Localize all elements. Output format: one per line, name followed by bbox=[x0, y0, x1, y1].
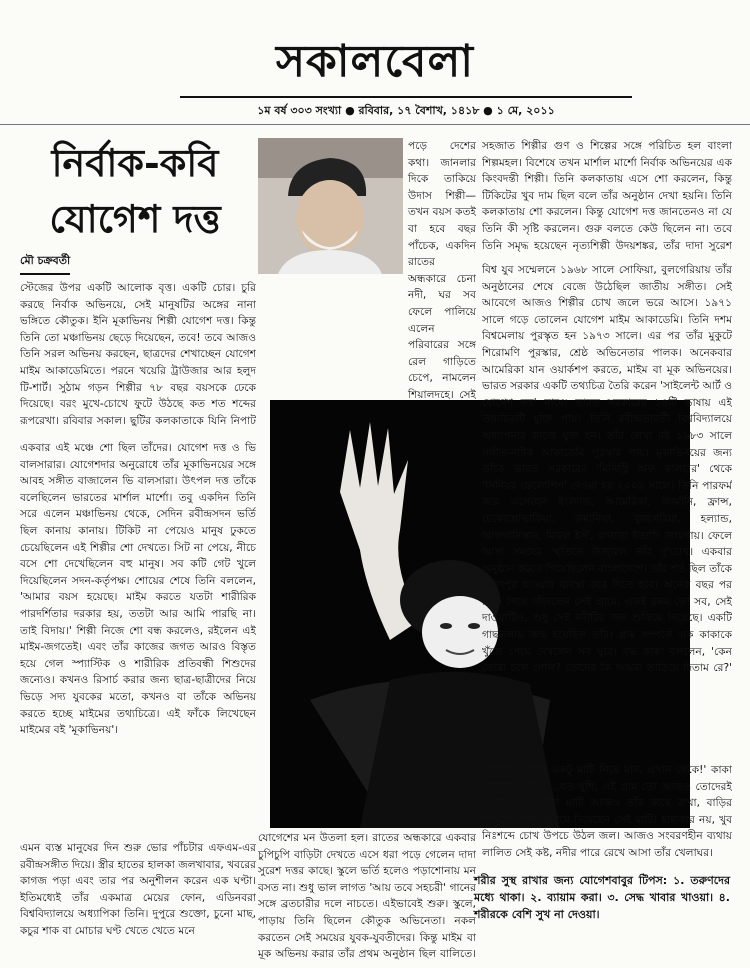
column-1-main bbox=[20, 440, 256, 835]
body-paragraph: পড়ে দেশের কথা। জানলার দিকে তাকিয়ে উদাস শিল্পী—তখন বয়স কতই বা হবে বছর পাঁচেক, একদিন রাতের অন্ধকারে চেনা নদী, ঘর সব ফেলে পালিয়ে এলেন পরিবারের সঙ্গে রেল গাড়িতে চেপে, নামলেন শিয়ালদহে। সেই bbox=[408, 140, 476, 400]
dateline: ১ম বর্ষ ৩০৩ সংখ্যা ● রবিবার, ১৭ বৈশাখ, ১৪১৮ ● ১ মে, ২০১১ bbox=[180, 96, 632, 121]
column-3-top bbox=[482, 138, 732, 255]
column-1-intro bbox=[20, 280, 256, 430]
body-paragraph: বললেন, 'কাকা একটু মাটি নিয়ে যাব, এখান থেকে!' কাকা বললেন, 'নে না...যত খুশি, এই গ্রাম তো আজও তোদেরই আছে।' এক মুঠো মাটি আজও তাঁর কাছে রাখা, বাড়ির জমিতে তিনি মিশিয়ে দিয়েছেন সেই মাটি। হাহাকার নয়, খুব নিঃশব্দে চোখ উপচে উঠল জল। আজও সংবরণহীন ব্যথায় লালিত সেই কষ্ট, নদীর পারে রেখে আসা তাঁর খেলাঘর। bbox=[482, 764, 732, 859]
body-paragraph: একবার এই মঞ্চে শো ছিল তাঁদের। যোগেশ দত্ত ও ভি বালসারার। যোগেশদার অনুরোধে তাঁর মূকাভিনয়ের সঙ্গে আবহ সঙ্গীত বাজালেন ভি বালসারা। উৎপল দত্ত তাঁকে বলেছিলেন ভারতের মার্শাল মার্শো। তবু একদিন তিনি সরে এলেন মঞ্চাভিনয় থেকে, সেদিন রবীন্দ্রসদন ভর্তি ছিল কানায় কানায়। টিকিট না পেয়েও মানুষ ঢুকতে চেয়েছিলেন এই শিল্পীর শো দেখতে। সিট না পেয়ে, নীচে বসে শো দেখেছিলেন বহু মানুষ। সব কটি গেট খুলে দিয়েছিলেন সদন-কর্তৃপক্ষ। শোয়ের শেষে তিনি বললেন, 'আমার বয়স হয়েছে। মাইম করতে যতটা শারীরিক পারদর্শিতার দরকার হয়, ততটা আর আমি পারছি না। তাই বিদায়।' শিল্পী নিজে শো বন্ধ করলেও, রইলেন এই মাইম-জগতেই। এবং তাঁর কাজের জগত আরও বিস্তৃত হয়ে গেল স্প্যাস্টিক ও শারীরিক প্রতিবন্ধী শিশুদের জন্যেও। কখনও রিসার্চ করার জন্য ছাত্র-ছাত্রীদের নিয়ে ভিড়ে সদ্য যুবকের মতো, কখনও বা তাঁকে অভিনয় করতে হচ্ছে মাইমের তথ্যচিত্রে। এই ফাঁকে লিখেছেন মাইমের বই 'মূকাভিনয়'। bbox=[20, 442, 256, 737]
body-paragraph: সহজাত শিল্পীর গুণ ও শিল্পের সঙ্গে পরিচিত হল বাংলা শিল্পমহল। বিশেষে তখন মার্শাল মার্শো নির্বাক অভিনয়ের এক কিংবদন্তী শিল্পী। তিনি কলকাতায় এসে শো করলেন, কিন্তু টিকিটের খুব দাম ছিল বলে তাঁর অনুষ্ঠান দেখা হয়নি। তিনি কলকাতায় শো করলেন। কিন্তু যোগেশ দত্ত জানতেনও না যে তিনি কী সৃষ্টি করলেন। গুরু বলতে কেউ ছিলেন না। তবে তিনি সমৃদ্ধ হয়েছেন নৃত্যশিল্পী উদয়শঙ্কর, তাঁর দাদা সুরেশ bbox=[482, 140, 732, 252]
masthead-rule bbox=[0, 124, 750, 125]
body-paragraph: বিশ্ব যুব সম্মেলনে ১৯৬৮ সালে সোফিয়া, বুলগেরিয়ায় তাঁর অনুষ্ঠানের শেষে বেজে উঠেছিল জাতীয় সঙ্গীত। সেই আবেগে আজও শিল্পীর চোখ জলে ভরে আসে। ১৯৭১ সালে গড়ে তোলেন যোগেশ মাইম আকাডেমি। তিনি দশম বিশ্বমেলায় পুরস্কৃত হন ১৯৭৩ সালে। এর পর তাঁর মুকুটে শিরোমণি পুরস্কার, শ্রেষ্ঠ অভিনেতার পালক। অনেকবার আমেরিকা যান ওয়ার্কশপ করতে, মাইম বা মূক অভিনয়ের। ভারত সরকার একটি তথ্যচিত্র তৈরি করেন 'সাইলেন্ট আর্ট ও যোগেশ দত্ত' নামে। ভারত সরকারের ১৪টি ভাষায় এই তথ্যচিত্রটি মুক্তি পায়। তিনি রবীন্দ্রভারতী বিশ্ববিদ্যালয়ে অধ্যাপনার কাজে যুক্ত হন। তাঁর লেখা বই ১৯৮৩ সালে সঙ্গীত-নাটক আকাডেমি পুরস্কার পায়। মূকাভিনয়ের জন্য তাঁকে ভারত সরকারের 'মিনিস্ট্রি অফ কালচার' থেকে 'সিনিয়র ফেলোশিপ' দেওয়া হয় ২০০৯ সালে। তিনি পারফর্ম করে এসেছেন ইংল্যান্ড, আমেরিকা, জার্মানি, ফ্রান্স, চেকোশ্লোভাকিয়া, রুমানিয়া, বুলগেরিয়া, হল্যান্ড, আফগানিস্তান, মিডল ইস্ট, কানাডা ইত্যাদি জায়গায়। ফেলে আসা সময়ের স্মৃতিতে উজ্জ্বল তাঁর দু'চোখ। একবার অনুষ্ঠান করতে গিয়েছিলেন বাংলাদেশে। তাঁর শর্ত ছিল তাঁকে ফরিদপুর যাওয়ার ব্যবস্থা করে দিতে হবে। অনেক বছর পর তিনি গিয়ে দাঁড়ালেন সেই গ্রামে, একই রকম তো সব, সেই দাওয়াটিও, শুধু সেই নদীটির জল শুকিয়ে গিয়েছে। একটি গাছতলায় জন্ম হয়েছিল তাঁর। গ্রাম সম্পর্কে এক কাকাকে খুঁজে পেয়ে দেখলেন সব ঘুরে। বৃদ্ধ কাকা বললেন, 'কেন তোরা চলে গেলি? তোদের কি আমরা তাড়িয়ে দিতাম রে?' bbox=[482, 264, 732, 674]
masthead bbox=[0, 0, 750, 130]
body-paragraph: এমন ব্যস্ত মানুষের দিন শুরু ভোর পাঁচটার এফএম-এর রবীন্দ্রসঙ্গীত দিয়ে। স্ত্রীর হাতের হালকা জলখাবার, খবরের কাগজ পড়া এবং তার পর অনুশীলন করেন এক ঘণ্টা। ইতিমধ্যেই তাঁর একমাত্র মেয়ের ফোন, এডিনবরা বিশ্ববিদ্যালয়ে অধ্যাপিকা তিনি। দুপুরে শুক্তো, চুনো মাছ, কচুর শাক বা মোচার ঘণ্ট খেতে খেতে মনে bbox=[20, 842, 256, 937]
column-3-mid bbox=[482, 262, 732, 674]
newspaper-name: সকালবেলা bbox=[275, 36, 475, 87]
column-3-bottom bbox=[482, 762, 732, 862]
column-1-end bbox=[20, 840, 256, 958]
headline-line-2: যোগেশ দত্ত bbox=[49, 196, 221, 241]
byline: মৌ চক্রবর্তী bbox=[20, 252, 70, 275]
headline-line-1: নির্বাক-কবি bbox=[51, 140, 219, 185]
column-2-bottom bbox=[258, 830, 476, 960]
health-tips-box: শরীর সুস্থ রাখার জন্য যোগেশবাবুর টিপস: ১. তরুণদের মধ্যে থাকা। ২. ব্যায়াম করা। ৩. সেদ্ধ খাবার খাওয়া। ৪. শরীরকে বেশি সুখ না দেওয়া। bbox=[474, 874, 730, 921]
intro-paragraph: স্টেজের উপর একটি আলোক বৃত্ত। একটি চোর। চুরি করছে নির্বাক অভিনয়ে, সেই মানুষটির অঙ্গের নানা ভঙ্গিতে কৌতুক। ইনি মূকাভিনয় শিল্পী যোগেশ দত্ত। কিন্তু তিনি তো মঞ্চাভিনয় ছেড়ে দিয়েছেন, তবে! তবে আজও তিনি সরল অভিনয় করছেন, ছাত্রদের শেখাচ্ছেন যোগেশ মাইম আকাডেমিতে। পরনে খয়েরি ট্রাউজার আর হলুদ টি-শার্ট। সুঠাম গড়ন শিল্পীর ৭৮ বছর বয়সকে ঢেকে দিয়েছে। বরং মুখে-চোখে ফুটে উঠছে কত শত শব্দের রূপরেখা। রবিবার সকাল। ছুটির কলকাতাকে যিনি নিপাট bbox=[20, 282, 256, 427]
article-headline bbox=[20, 135, 250, 247]
body-paragraph: যোগেশের মন উতলা হল। রাতের অন্ধকারে একবার চুপিচুপি বাড়িটা দেখতে এসে ধরা পড়ে গেলেন দাদা সুরেশ দত্তর কাছে। স্কুলে ভর্তি হলেও পড়াশোনায় মন বসত না। শুধু ভাল লাগত 'আয় তবে সহচরী' গানের সঙ্গে ব্রতচারীর দলে নাচতে। এইভাবেই শুরু। স্কুলে, পাড়ায় তিনি ছিলেন কৌতুক অভিনেতা। নকল করতেন সেই সময়ের যুবক-যুবতীদের। কিন্তু মাইম বা মূক অভিনয় করার তাঁর প্রথম অনুষ্ঠান ছিল বালিতে। bbox=[258, 832, 476, 960]
column-2-top bbox=[258, 138, 476, 400]
